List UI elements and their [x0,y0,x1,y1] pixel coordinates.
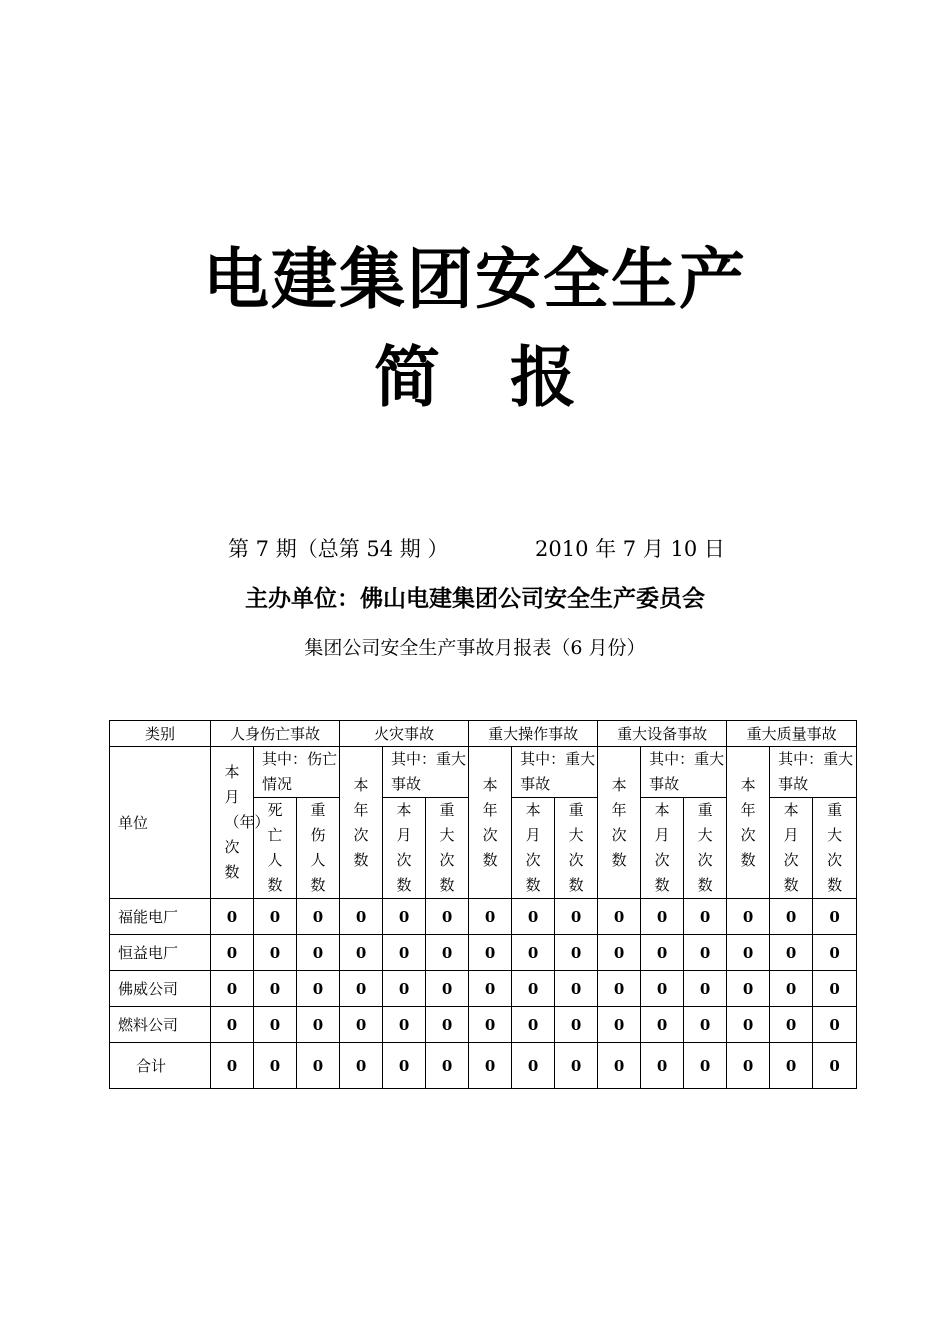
col-deaths: 死亡人数 [254,798,297,899]
count-cell: 0 [727,935,770,971]
count-cell: 0 [813,1007,857,1043]
count-cell: 0 [383,935,426,971]
count-cell: 0 [426,935,469,971]
group-header: 重大操作事故 [469,721,598,747]
count-cell: 0 [383,1043,426,1089]
count-cell: 0 [211,1007,254,1043]
count-cell: 0 [211,899,254,935]
count-cell: 0 [684,971,727,1007]
count-cell: 0 [297,899,340,935]
count-cell: 0 [383,1007,426,1043]
col-month-count: 本月次数 [641,798,684,899]
count-cell: 0 [555,1007,598,1043]
table-row [110,1043,857,1089]
table-row [110,971,857,1007]
count-cell: 0 [340,971,383,1007]
count-cell: 0 [770,899,813,935]
count-cell: 0 [684,935,727,971]
count-cell: 0 [340,899,383,935]
count-cell: 0 [512,971,555,1007]
count-cell: 0 [641,971,684,1007]
col-major-count: 重大次数 [555,798,598,899]
col-year-count: 本年次数 [340,747,383,899]
count-cell: 0 [254,899,297,935]
count-cell: 0 [641,1007,684,1043]
count-cell: 0 [512,899,555,935]
col-month-year-count: 本月（年）次数 [211,747,254,899]
count-cell: 0 [469,1007,512,1043]
col-major-count: 重大次数 [426,798,469,899]
group-header: 火灾事故 [340,721,469,747]
sponsor-line: 主办单位：佛山电建集团公司安全生产委员会 [245,585,705,612]
count-cell: 0 [469,971,512,1007]
count-cell: 0 [512,1007,555,1043]
count-cell: 0 [598,899,641,935]
count-cell: 0 [469,935,512,971]
count-cell: 0 [727,1043,770,1089]
count-cell: 0 [297,971,340,1007]
col-injury-group: 其中：伤亡情况 [254,747,340,798]
unit-name: 合计 [110,1043,211,1089]
col-major-count: 重大次数 [813,798,857,899]
count-cell: 0 [727,899,770,935]
count-cell: 0 [813,971,857,1007]
subtitle-char-2: 报 [510,339,576,416]
count-cell: 0 [469,1043,512,1089]
table-caption: 集团公司安全生产事故月报表（6 月份） [304,637,646,659]
count-cell: 0 [813,899,857,935]
count-cell: 0 [555,899,598,935]
count-cell: 0 [727,971,770,1007]
count-cell: 0 [684,899,727,935]
unit-name: 燃料公司 [110,1007,211,1043]
group-header: 人身伤亡事故 [211,721,340,747]
count-cell: 0 [598,1007,641,1043]
col-major-group: 其中：重大事故 [383,747,469,798]
count-cell: 0 [555,1043,598,1089]
count-cell: 0 [684,1043,727,1089]
count-cell: 0 [770,1007,813,1043]
subtitle-char-1: 简 [374,339,440,416]
group-header: 重大设备事故 [598,721,727,747]
col-year-count: 本年次数 [727,747,770,899]
count-cell: 0 [340,935,383,971]
count-cell: 0 [426,1007,469,1043]
count-cell: 0 [770,935,813,971]
count-cell: 0 [469,899,512,935]
count-cell: 0 [770,971,813,1007]
col-month-count: 本月次数 [512,798,555,899]
col-major-group: 其中：重大事故 [512,747,598,798]
col-serious-injuries: 重伤人数 [297,798,340,899]
count-cell: 0 [211,935,254,971]
count-cell: 0 [770,1043,813,1089]
count-cell: 0 [641,935,684,971]
corner-category-label: 类别 [110,721,211,747]
corner-unit-label: 单位 [110,747,211,899]
col-major-group: 其中：重大事故 [770,747,857,798]
count-cell: 0 [598,1043,641,1089]
count-cell: 0 [297,935,340,971]
count-cell: 0 [598,935,641,971]
issue-date: 2010 年 7 月 10 日 [535,537,725,561]
count-cell: 0 [254,935,297,971]
table-row [110,899,857,935]
col-month-count: 本月次数 [383,798,426,899]
col-year-count: 本年次数 [598,747,641,899]
bulletin-title: 电建集团安全生产 [203,241,747,318]
count-cell: 0 [254,1043,297,1089]
count-cell: 0 [641,899,684,935]
count-cell: 0 [426,971,469,1007]
bulletin-subtitle [0,338,950,418]
col-month-count: 本月次数 [770,798,813,899]
count-cell: 0 [512,935,555,971]
col-major-count: 重大次数 [684,798,727,899]
issue-number: 第 7 期（总第 54 期 ） [228,537,449,561]
count-cell: 0 [297,1007,340,1043]
count-cell: 0 [211,971,254,1007]
count-cell: 0 [813,935,857,971]
accident-report-table [109,720,857,1089]
unit-name: 恒益电厂 [110,935,211,971]
table-row [110,935,857,971]
count-cell: 0 [555,935,598,971]
count-cell: 0 [254,1007,297,1043]
count-cell: 0 [254,971,297,1007]
count-cell: 0 [813,1043,857,1089]
count-cell: 0 [598,971,641,1007]
count-cell: 0 [641,1043,684,1089]
table-row [110,1007,857,1043]
count-cell: 0 [555,971,598,1007]
count-cell: 0 [340,1043,383,1089]
unit-name: 佛威公司 [110,971,211,1007]
count-cell: 0 [383,899,426,935]
count-cell: 0 [383,971,426,1007]
group-header: 重大质量事故 [727,721,857,747]
unit-name: 福能电厂 [110,899,211,935]
count-cell: 0 [426,899,469,935]
count-cell: 0 [426,1043,469,1089]
count-cell: 0 [297,1043,340,1089]
col-major-group: 其中：重大事故 [641,747,727,798]
count-cell: 0 [727,1007,770,1043]
col-year-count: 本年次数 [469,747,512,899]
count-cell: 0 [684,1007,727,1043]
count-cell: 0 [340,1007,383,1043]
count-cell: 0 [211,1043,254,1089]
count-cell: 0 [512,1043,555,1089]
